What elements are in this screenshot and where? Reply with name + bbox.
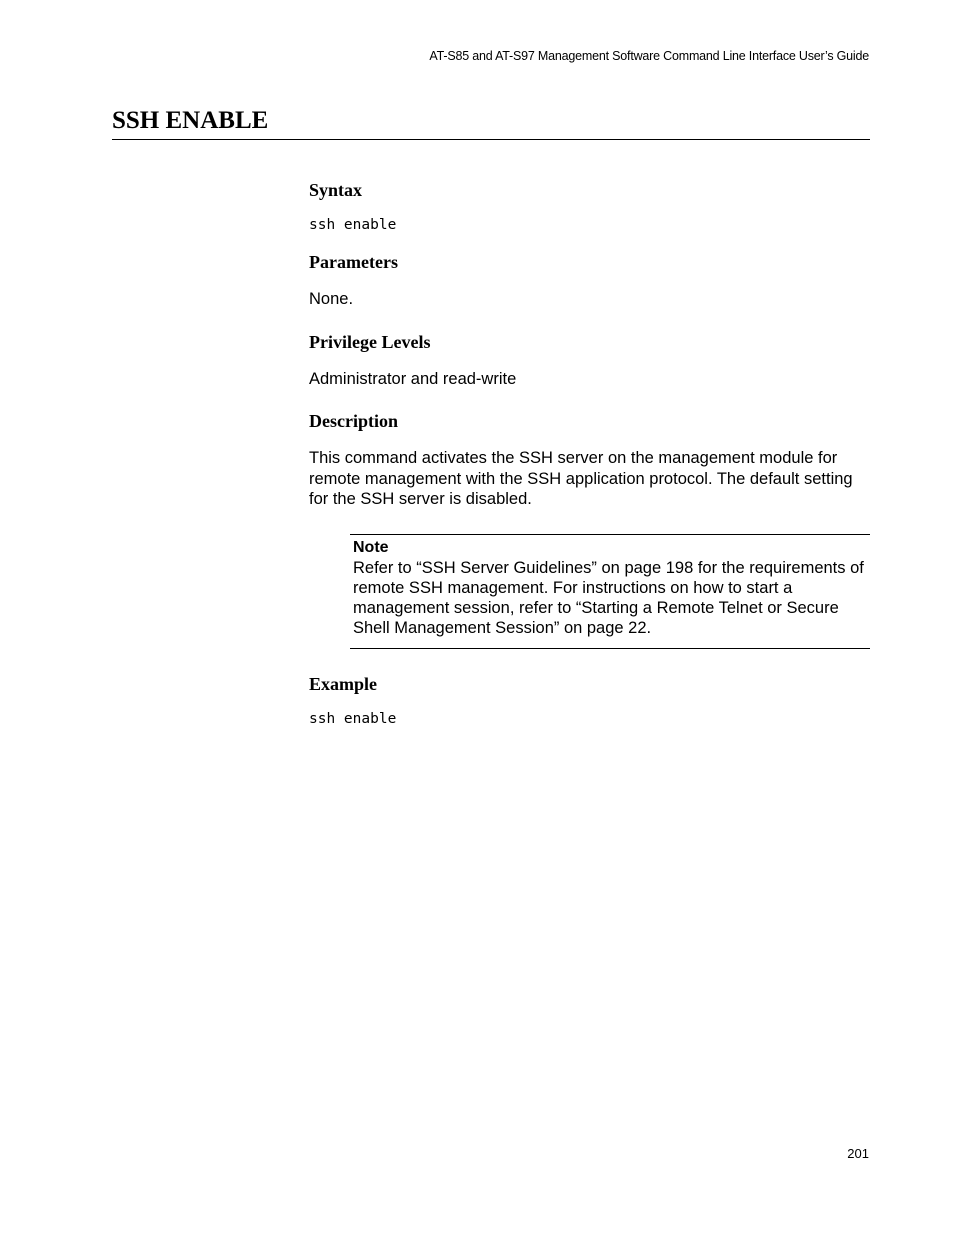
example-code: ssh enable (309, 710, 397, 727)
note-box (350, 534, 870, 649)
title-divider (112, 139, 870, 140)
syntax-heading: Syntax (309, 180, 363, 200)
page-number: 201 (847, 1146, 869, 1161)
description-text: This command activates the SSH server on the management module for remote management with the SSH application protocol. The default setting for the SSH server is disabled. (309, 449, 853, 508)
page-title: SSH ENABLE (112, 107, 269, 134)
note-label: Note (353, 538, 389, 556)
example-heading: Example (309, 673, 378, 694)
note-text: Refer to “SSH Server Guidelines” on page 198 for the requirements of remote SSH management. For instructions on how to start a management session, refer to “Starting a Remote Telnet or Secure Shell Management Session” on page 22. (353, 558, 864, 637)
parameters-heading: Parameters (309, 252, 398, 272)
running-header: AT-S85 and AT-S97 Management Software Command Line Interface User’s Guide (429, 49, 869, 63)
description-heading: Description (309, 411, 398, 431)
parameters-text: None. (309, 290, 354, 308)
privilege-levels-heading: Privilege Levels (309, 331, 431, 352)
privilege-levels-text: Administrator and read-write (309, 369, 517, 388)
syntax-code: ssh enable (309, 217, 397, 233)
command-content (309, 178, 870, 729)
